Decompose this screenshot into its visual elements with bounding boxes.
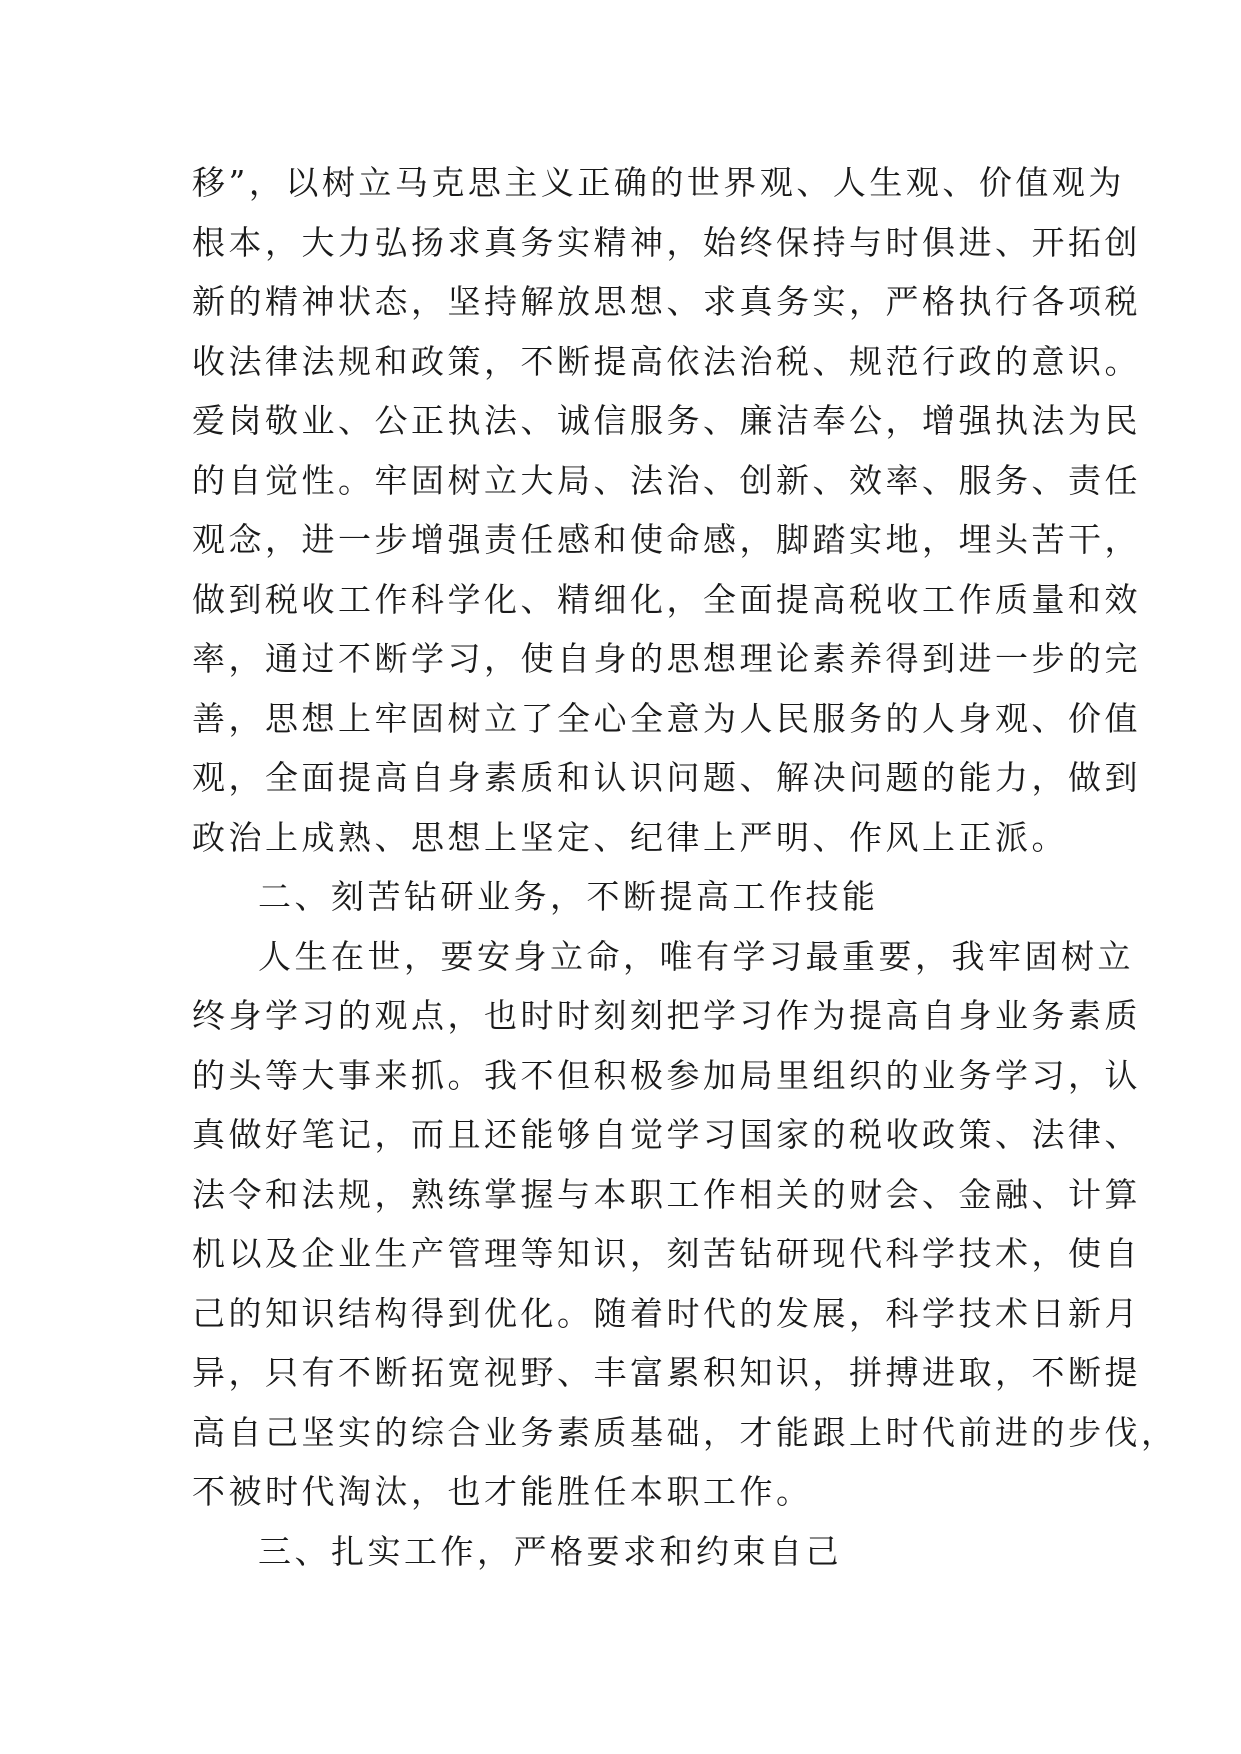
paragraph-line: 己的知识结构得到优化。随着时代的发展，科学技术日新月	[192, 1293, 1141, 1333]
paragraph-line: 终身学习的观点，也时时刻刻把学习作为提高自身业务素质	[192, 996, 1141, 1035]
paragraph-line: 率，通过不断学习，使自身的思想理论素养得到进一步的完	[192, 639, 1141, 678]
paragraph-line: 人生在世，要安身立命，唯有学习最重要，我牢固树立	[258, 936, 1134, 976]
body-text	[192, 153, 1178, 1581]
paragraph-line: 移”，以树立马克思主义正确的世界观、人生观、价值观为	[192, 163, 1125, 202]
paragraph-line: 异，只有不断拓宽视野、丰富累积知识，拼搏进取，不断提	[192, 1353, 1141, 1392]
paragraph-line: 善，思想上牢固树立了全心全意为人民服务的人身观、价值	[192, 698, 1141, 738]
paragraph-line: 根本，大力弘扬求真务实精神，始终保持与时俱进、开拓创	[192, 222, 1141, 262]
paragraph-line: 政治上成熟、思想上坚定、纪律上严明、作风上正派。	[192, 817, 1068, 857]
paragraph-line: 观，全面提高自身素质和认识问题、解决问题的能力，做到	[192, 758, 1141, 797]
paragraph-line: 收法律法规和政策，不断提高依法治税、规范行政的意识。	[192, 341, 1141, 381]
paragraph-line: 的头等大事来抓。我不但积极参加局里组织的业务学习，认	[192, 1055, 1141, 1095]
paragraph-line: 爱岗敬业、公正执法、诚信服务、廉洁奉公，增强执法为民	[192, 401, 1141, 440]
section-heading-3: 三、扎实工作，严格要求和约束自己	[258, 1531, 842, 1571]
section-heading-2: 二、刻苦钻研业务，不断提高工作技能	[258, 877, 879, 916]
paragraph-line: 的自觉性。牢固树立大局、法治、创新、效率、服务、责任	[192, 460, 1141, 500]
paragraph-line: 观念，进一步增强责任感和使命感，脚踏实地，埋头苦干，	[192, 520, 1141, 559]
paragraph-line: 高自己坚实的综合业务素质基础，才能跟上时代前进的步伐，	[192, 1412, 1178, 1452]
paragraph-line: 不被时代淘汰，也才能胜任本职工作。	[192, 1472, 813, 1511]
paragraph-line: 机以及企业生产管理等知识，刻苦钻研现代科学技术，使自	[192, 1234, 1141, 1273]
paragraph-line: 新的精神状态，坚持解放思想、求真务实，严格执行各项税	[192, 282, 1141, 321]
paragraph-line: 做到税收工作科学化、精细化，全面提高税收工作质量和效	[192, 579, 1141, 619]
paragraph-line: 法令和法规，熟练掌握与本职工作相关的财会、金融、计算	[192, 1174, 1141, 1214]
paragraph-line: 真做好笔记，而且还能够自觉学习国家的税收政策、法律、	[192, 1115, 1141, 1154]
